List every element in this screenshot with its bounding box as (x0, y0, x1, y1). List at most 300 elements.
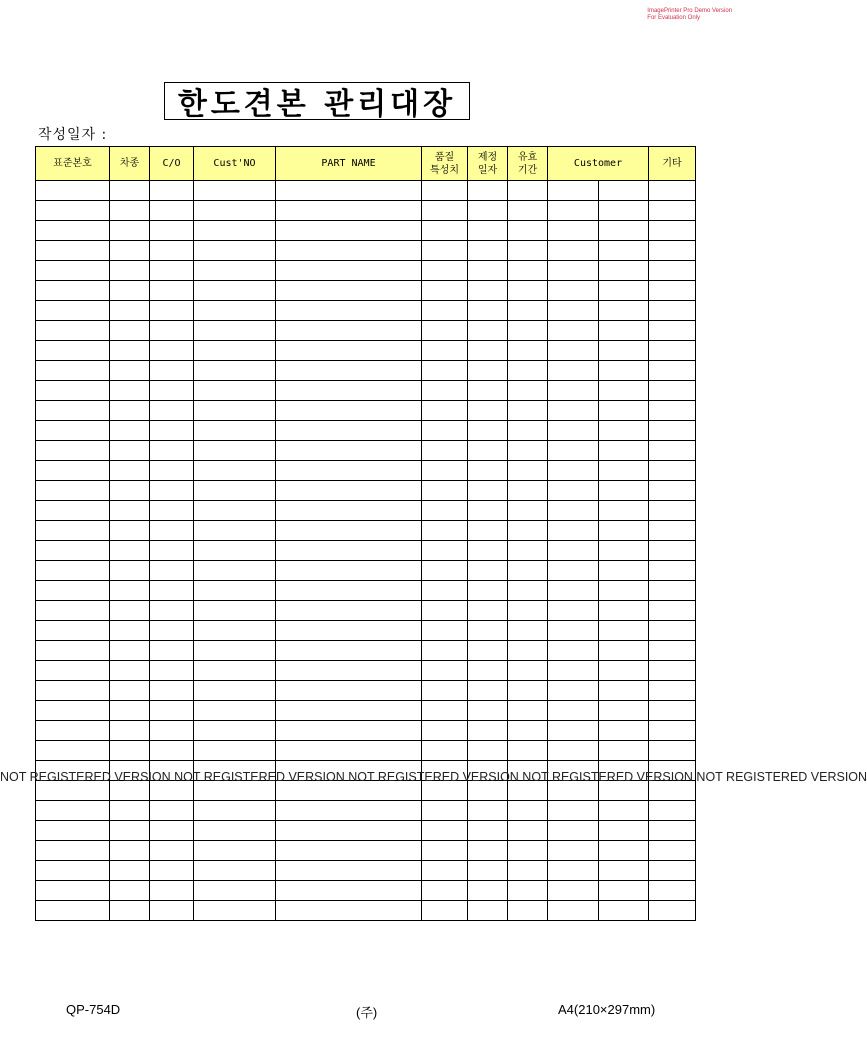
table-cell (548, 881, 599, 901)
table-cell (276, 401, 422, 421)
table-cell (36, 461, 110, 481)
header-made-line1: 제정 (477, 151, 498, 163)
table-cell (276, 461, 422, 481)
table-cell (599, 341, 649, 361)
table-cell (468, 501, 508, 521)
table-cell (649, 481, 696, 501)
table-row (36, 781, 696, 801)
table-row (36, 361, 696, 381)
table-cell (36, 621, 110, 641)
table-cell (422, 801, 468, 821)
table-cell (150, 381, 194, 401)
table-cell (110, 561, 150, 581)
table-cell (599, 721, 649, 741)
table-cell (36, 681, 110, 701)
table-cell (194, 741, 276, 761)
table-row (36, 601, 696, 621)
table-cell (276, 561, 422, 581)
table-cell (422, 341, 468, 361)
table-cell (599, 421, 649, 441)
table-cell (110, 841, 150, 861)
table-row (36, 741, 696, 761)
table-cell (508, 581, 548, 601)
table-cell (110, 201, 150, 221)
table-cell (599, 561, 649, 581)
table-cell (508, 481, 548, 501)
table-cell (110, 681, 150, 701)
table-cell (508, 341, 548, 361)
table-cell (508, 381, 548, 401)
table-cell (276, 601, 422, 621)
header-made-line2: 일자 (477, 164, 498, 176)
table-cell (468, 321, 508, 341)
table-cell (548, 361, 599, 381)
table-row (36, 881, 696, 901)
table-cell (508, 641, 548, 661)
demo-watermark (647, 8, 732, 22)
table-cell (649, 401, 696, 421)
table-cell (468, 741, 508, 761)
table-cell (194, 761, 276, 781)
table-cell (599, 281, 649, 301)
table-cell (194, 561, 276, 581)
table-cell (422, 901, 468, 921)
table-cell (194, 321, 276, 341)
table-cell (468, 621, 508, 641)
table-cell (422, 621, 468, 641)
page-title: 한도견본 관리대장 (177, 87, 457, 122)
table-cell (36, 781, 110, 801)
table-cell (422, 461, 468, 481)
table-cell (599, 661, 649, 681)
table-cell (548, 281, 599, 301)
header-quality (422, 147, 468, 181)
table-cell (508, 521, 548, 541)
table-cell (508, 901, 548, 921)
table-cell (649, 361, 696, 381)
header-std-no: 표준본호 (36, 147, 110, 181)
table-cell (599, 481, 649, 501)
table-cell (276, 361, 422, 381)
table-cell (276, 481, 422, 501)
table-cell (150, 521, 194, 541)
table-cell (649, 881, 696, 901)
table-cell (599, 641, 649, 661)
header-valid-period (508, 147, 548, 181)
table-cell (422, 841, 468, 861)
table-cell (508, 761, 548, 781)
header-cust-no: Cust'NO (194, 147, 276, 181)
table-cell (276, 261, 422, 281)
table-cell (110, 301, 150, 321)
table-cell (150, 501, 194, 521)
table-row (36, 501, 696, 521)
table-cell (150, 441, 194, 461)
table-cell (150, 701, 194, 721)
table-cell (276, 381, 422, 401)
table-cell (599, 541, 649, 561)
table-cell (422, 601, 468, 621)
table-cell (110, 741, 150, 761)
table-cell (36, 901, 110, 921)
table-cell (150, 641, 194, 661)
table-cell (36, 341, 110, 361)
table-row (36, 241, 696, 261)
table-cell (548, 201, 599, 221)
table-cell (276, 741, 422, 761)
table-cell (150, 321, 194, 341)
table-cell (36, 421, 110, 441)
unregistered-watermark: NOT REGISTERED VERSION NOT REGISTERED VERSION NOT REGISTERED VERSION NOT REGISTERED VERSION NOT REGISTERED VERSION (0, 770, 867, 784)
table-cell (649, 461, 696, 481)
table-cell (150, 721, 194, 741)
table-cell (649, 421, 696, 441)
table-cell (508, 461, 548, 481)
table-cell (508, 661, 548, 681)
table-row (36, 641, 696, 661)
table-cell (468, 381, 508, 401)
table-cell (548, 401, 599, 421)
table-cell (194, 821, 276, 841)
table-cell (276, 621, 422, 641)
table-cell (276, 801, 422, 821)
table-cell (599, 781, 649, 801)
table-cell (468, 461, 508, 481)
company-label: (주) (356, 1005, 378, 1020)
table-cell (194, 361, 276, 381)
table-cell (150, 261, 194, 281)
table-cell (548, 661, 599, 681)
table-cell (599, 701, 649, 721)
table-cell (599, 581, 649, 601)
table-cell (194, 401, 276, 421)
table-cell (422, 441, 468, 461)
table-cell (508, 841, 548, 861)
table-cell (548, 581, 599, 601)
table-cell (468, 601, 508, 621)
table-cell (150, 841, 194, 861)
table-cell (422, 721, 468, 741)
table-cell (468, 761, 508, 781)
table-cell (36, 481, 110, 501)
table-cell (194, 521, 276, 541)
table-cell (599, 861, 649, 881)
demo-watermark-line2: For Evaluation Only (647, 15, 700, 21)
table-cell (468, 181, 508, 201)
table-cell (150, 221, 194, 241)
table-cell (150, 881, 194, 901)
table-cell (36, 561, 110, 581)
table-cell (599, 261, 649, 281)
table-cell (649, 201, 696, 221)
table-row (36, 261, 696, 281)
table-cell (649, 601, 696, 621)
table-cell (36, 541, 110, 561)
table-cell (150, 201, 194, 221)
table-cell (468, 821, 508, 841)
table-cell (150, 761, 194, 781)
table-cell (276, 441, 422, 461)
table-row (36, 301, 696, 321)
table-cell (468, 441, 508, 461)
table-cell (150, 801, 194, 821)
paper-size: A4(210×297mm) (558, 1002, 656, 1017)
table-cell (110, 501, 150, 521)
header-car-type: 차종 (110, 147, 150, 181)
table-cell (194, 701, 276, 721)
table-cell (36, 841, 110, 861)
table-cell (508, 601, 548, 621)
table-cell (194, 341, 276, 361)
table-cell (422, 701, 468, 721)
table-row (36, 321, 696, 341)
table-cell (150, 341, 194, 361)
table-cell (508, 181, 548, 201)
table-cell (110, 901, 150, 921)
table-cell (649, 681, 696, 701)
table-row (36, 661, 696, 681)
table-cell (508, 541, 548, 561)
table-cell (468, 661, 508, 681)
table-cell (36, 181, 110, 201)
table-cell (150, 281, 194, 301)
table-cell (468, 301, 508, 321)
header-quality-line2: 특성치 (430, 164, 459, 176)
table-cell (599, 681, 649, 701)
table-cell (599, 301, 649, 321)
table-cell (548, 301, 599, 321)
table-cell (150, 401, 194, 421)
table-cell (110, 281, 150, 301)
table-cell (36, 321, 110, 341)
table-cell (110, 181, 150, 201)
table-cell (649, 821, 696, 841)
table-row (36, 901, 696, 921)
table-cell (110, 361, 150, 381)
table-cell (276, 821, 422, 841)
table-cell (194, 181, 276, 201)
table-row (36, 721, 696, 741)
table-cell (110, 721, 150, 741)
table-cell (276, 761, 422, 781)
table-cell (422, 521, 468, 541)
table-cell (548, 721, 599, 741)
table-cell (599, 821, 649, 841)
table-row (36, 621, 696, 641)
table-cell (649, 901, 696, 921)
table-cell (150, 461, 194, 481)
table-cell (508, 621, 548, 641)
table-cell (150, 901, 194, 921)
table-cell (194, 381, 276, 401)
table-cell (468, 521, 508, 541)
header-valid-line1: 유효 (517, 151, 538, 163)
table-cell (36, 821, 110, 841)
table-cell (599, 441, 649, 461)
table-cell (36, 521, 110, 541)
table-cell (508, 801, 548, 821)
table-cell (548, 821, 599, 841)
table-row (36, 701, 696, 721)
table-cell (36, 581, 110, 601)
table-cell (468, 641, 508, 661)
table-cell (276, 221, 422, 241)
table-cell (194, 581, 276, 601)
table-cell (599, 901, 649, 921)
table-cell (276, 421, 422, 441)
table-cell (110, 421, 150, 441)
table-cell (548, 321, 599, 341)
table-cell (150, 861, 194, 881)
table-cell (649, 621, 696, 641)
table-cell (422, 221, 468, 241)
table-cell (422, 541, 468, 561)
table-cell (150, 681, 194, 701)
table-cell (468, 201, 508, 221)
table-cell (422, 301, 468, 321)
table-cell (508, 201, 548, 221)
table-cell (508, 881, 548, 901)
table-cell (422, 481, 468, 501)
table-cell (194, 901, 276, 921)
table-cell (150, 601, 194, 621)
table-cell (649, 321, 696, 341)
table-cell (548, 541, 599, 561)
table-cell (150, 481, 194, 501)
table-cell (468, 781, 508, 801)
table-cell (468, 581, 508, 601)
table-cell (194, 641, 276, 661)
table-cell (599, 181, 649, 201)
table-cell (422, 581, 468, 601)
table-cell (468, 861, 508, 881)
table-cell (508, 261, 548, 281)
table-cell (194, 601, 276, 621)
table-cell (110, 581, 150, 601)
table-cell (468, 541, 508, 561)
table-cell (276, 541, 422, 561)
table-cell (276, 521, 422, 541)
table-row (36, 521, 696, 541)
table-cell (548, 521, 599, 541)
table-cell (276, 721, 422, 741)
table-cell (194, 301, 276, 321)
header-co: C/O (150, 147, 194, 181)
table-cell (468, 681, 508, 701)
table-cell (468, 801, 508, 821)
table-cell (276, 321, 422, 341)
table-cell (110, 481, 150, 501)
table-cell (36, 221, 110, 241)
table-cell (194, 421, 276, 441)
table-cell (468, 401, 508, 421)
date-label: 작성일자 : (38, 127, 108, 143)
table-cell (36, 501, 110, 521)
table-cell (110, 261, 150, 281)
table-cell (422, 241, 468, 261)
table-row (36, 481, 696, 501)
table-cell (548, 481, 599, 501)
table-cell (422, 821, 468, 841)
table-cell (36, 741, 110, 761)
table-cell (548, 781, 599, 801)
table-cell (110, 441, 150, 461)
table-cell (110, 701, 150, 721)
table-cell (110, 401, 150, 421)
table-cell (150, 561, 194, 581)
table-cell (194, 721, 276, 741)
table-cell (276, 341, 422, 361)
table-cell (110, 661, 150, 681)
table-cell (150, 421, 194, 441)
table-cell (649, 781, 696, 801)
table-cell (649, 701, 696, 721)
table-cell (548, 601, 599, 621)
table-cell (468, 721, 508, 741)
table-cell (548, 381, 599, 401)
table-cell (548, 501, 599, 521)
table-cell (599, 761, 649, 781)
table-cell (194, 281, 276, 301)
table-row (36, 821, 696, 841)
table-cell (649, 381, 696, 401)
table-cell (276, 581, 422, 601)
table-cell (649, 501, 696, 521)
table-cell (194, 541, 276, 561)
table-cell (36, 441, 110, 461)
table-cell (508, 561, 548, 581)
table-row (36, 581, 696, 601)
table-cell (599, 461, 649, 481)
table-cell (548, 621, 599, 641)
table-cell (276, 701, 422, 721)
table-cell (276, 781, 422, 801)
table-cell (649, 541, 696, 561)
table-cell (548, 241, 599, 261)
table-cell (548, 441, 599, 461)
table-cell (422, 321, 468, 341)
table-cell (508, 301, 548, 321)
table-cell (422, 661, 468, 681)
table-cell (194, 681, 276, 701)
table-cell (150, 781, 194, 801)
table-cell (468, 841, 508, 861)
table-cell (599, 221, 649, 241)
table-cell (150, 581, 194, 601)
table-cell (194, 241, 276, 261)
table-cell (36, 381, 110, 401)
table-row (36, 541, 696, 561)
table-cell (36, 721, 110, 741)
table-cell (468, 281, 508, 301)
table-cell (548, 741, 599, 761)
table-cell (649, 301, 696, 321)
table-cell (36, 301, 110, 321)
table-cell (649, 801, 696, 821)
table-cell (649, 641, 696, 661)
table-cell (508, 721, 548, 741)
table-cell (150, 301, 194, 321)
table-cell (508, 401, 548, 421)
header-etc: 기타 (649, 147, 696, 181)
table-cell (110, 381, 150, 401)
table-row (36, 401, 696, 421)
table-cell (276, 661, 422, 681)
table-cell (194, 661, 276, 681)
table-cell (649, 261, 696, 281)
table-cell (599, 621, 649, 641)
table-cell (110, 881, 150, 901)
